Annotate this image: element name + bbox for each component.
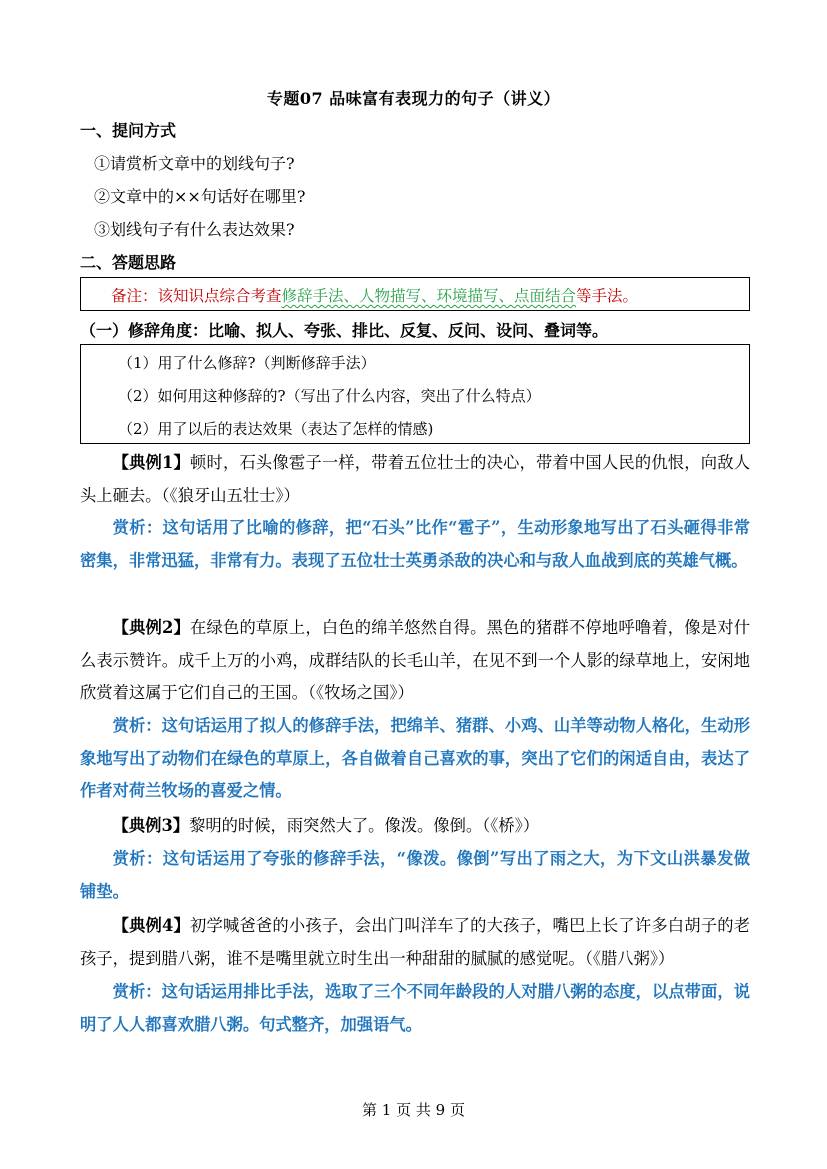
example-1-label: 【典例1】 (112, 453, 191, 472)
example-2-analysis: 赏析：这句话运用了拟人的修辞手法，把绵羊、猪群、小鸡、山羊等动物人格化，生动形象地写出了动物们在绿色的草原上，各自做着自己喜欢的事，突出了它们的闲适自由，表达了作者对荷兰牧场的喜爱之情。 (80, 716, 750, 800)
note-suffix: 等手法。 (576, 287, 639, 305)
section-heading-questions: 一、提问方式 (80, 121, 177, 140)
example-3-label: 【典例3】 (112, 816, 190, 835)
example-1 (80, 447, 750, 512)
steps-box (80, 344, 750, 444)
example-4 (80, 910, 750, 975)
step-item-2: （2）如何用这种修辞的?（写出了什么内容，突出了什么特点） (118, 387, 541, 405)
question-item-2: ②文章中的××句话好在哪里? (94, 187, 306, 206)
example-3-analysis: 赏析：这句话运用了夸张的修辞手法，“像泼。像倒”写出了雨之大，为下文山洪暴发做铺垫。 (80, 849, 750, 901)
step-item-1: （1）用了什么修辞?（判断修辞手法） (118, 354, 376, 372)
example-4-text: 初学喊爸爸的小孩子，会出门叫洋车了的大孩子，嘴巴上长了许多白胡子的老孩子，提到腊八粥，谁不是嘴里就立时生出一种甜甜的腻腻的感觉呢。（《腊八粥》） (80, 916, 750, 968)
note-highlight: 修辞手法、人物描写、环境描写、点面结合 (281, 287, 577, 305)
step-item-3: （2）用了以后的表达效果（表达了怎样的情感) (118, 420, 434, 438)
rhetoric-heading: （一）修辞角度：比喻、拟人、夸张、排比、反复、反问、设问、叠词等。 (80, 321, 609, 340)
example-4-label: 【典例4】 (112, 916, 191, 935)
example-1-analysis: 赏析：这句话用了比喻的修辞，把“石头”比作“雹子”，生动形象地写出了石头砸得非常密集，非常迅猛，非常有力。表现了五位壮士英勇杀敌的决心和与敌人血战到底的英雄气概。 (80, 518, 750, 570)
example-2-label: 【典例2】 (112, 618, 191, 637)
section-heading-approach: 二、答题思路 (80, 253, 177, 272)
example-2 (80, 612, 750, 710)
question-item-3: ③划线句子有什么表达效果? (94, 220, 295, 239)
note-text (111, 284, 638, 306)
example-3-text: 黎明的时候，雨突然大了。像泼。像倒。（《桥》） (189, 816, 540, 835)
note-box (80, 277, 750, 311)
example-2-text: 在绿色的草原上，白色的绵羊悠然自得。黑色的猪群不停地呼噜着，像是对什么表示赞许。成千上万的小鸡，成群结队的长毛山羊，在见不到一个人影的绿草地上，安闲地欣赏着这属于它们自己的王国。（《牧场之国》） (80, 618, 750, 702)
document-title: 专题07 品味富有表现力的句子（讲义） (266, 89, 561, 108)
question-item-1: ①请赏析文章中的划线句子? (94, 154, 295, 173)
page-footer: 第 1 页 共 9 页 (362, 1101, 465, 1119)
example-4-analysis: 赏析：这句话运用排比手法，选取了三个不同年龄段的人对腊八粥的态度，以点带面，说明了人人都喜欢腊八粥。句式整齐，加强语气。 (80, 982, 750, 1034)
note-prefix: 备注：该知识点综合考查 (111, 287, 282, 305)
example-3 (80, 810, 750, 843)
example-1-text: 顿时，石头像雹子一样，带着五位壮士的决心，带着中国人民的仇恨，向敌人头上砸去。（《狼牙山五壮士》） (80, 453, 750, 505)
